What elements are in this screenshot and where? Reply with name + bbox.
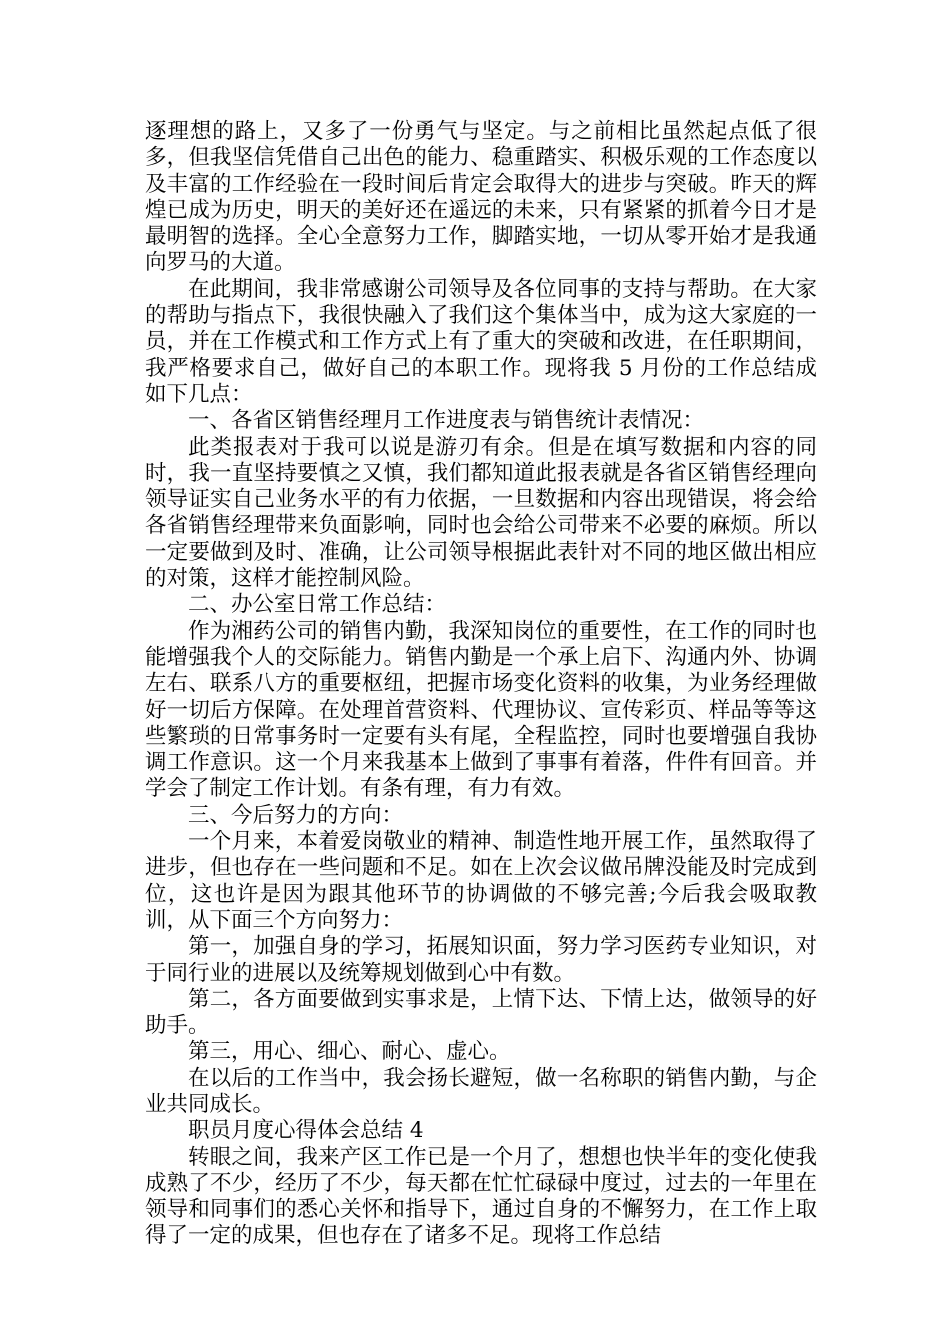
paragraph-office-work: 作为湘药公司的销售内勤，我深知岗位的重要性，在工作的同时也能增强我个人的交际能力。销售内勤是一个承上启下、沟通内外、协调左右、联系八方的重要枢纽，把握市场变化资料的收集，为业务经理做好一切后方保障。在处理首营资料、代理协议、宣传彩页、样品等等这些繁琐的日常事务时一定要有头有尾，全程监控，同时也要增强自我协调工作意识。这一个月来我基本上做到了事事有着落，件件有回音。并学会了制定工作计划。有条有理，有力有效。 [145, 618, 817, 802]
paragraph-second: 第二，各方面要做到实事求是，上情下达、下情上达，做领导的好助手。 [145, 986, 817, 1039]
section-heading-1: 一、各省区销售经理月工作进度表与销售统计表情况： [188, 408, 705, 434]
article-title-4: 职员月度心得体会总结 4 [188, 1118, 424, 1144]
section-heading-3: 三、今后努力的方向： [188, 802, 404, 828]
paragraph-continuation: 逐理想的路上，又多了一份勇气与坚定。与之前相比虽然起点低了很多，但我坚信凭借自己出色的能力、稳重踏实、积极乐观的工作态度以及丰富的工作经验在一段时间后肯定会取得大的进步与突破。昨天的辉煌已成为历史，明天的美好还在遥远的未来，只有紧紧的抓着今日才是最明智的选择。全心全意努力工作，脚踏实地，一切从零开始才是我通向罗马的大道。 [145, 119, 817, 276]
paragraph-article-4-intro: 转眼之间，我来产区工作已是一个月了，想想也快半年的变化使我成熟了不少，经历了不少，每天都在忙忙碌碌中度过，过去的一年里在领导和同事们的悉心关怀和指导下，通过自身的不懈努力，在工作上取得了一定的成果，但也存在了诸多不足。现将工作总结 [145, 1144, 817, 1249]
paragraph-third: 第三，用心、细心、耐心、虚心。 [188, 1039, 511, 1065]
paragraph-first: 第一，加强自身的学习，拓展知识面，努力学习医药专业知识，对于同行业的进展以及统筹规划做到心中有数。 [145, 934, 817, 986]
paragraph-thanks: 在此期间，我非常感谢公司领导及各位同事的支持与帮助。在大家的帮助与指点下，我很快融入了我们这个集体当中，成为这大家庭的一员，并在工作模式和工作方式上有了重大的突破和改进，在任职期间，我严格要求自己，做好自己的本职工作。现将我 5 月份的工作总结成如下几点： [145, 276, 817, 407]
paragraph-future: 在以后的工作当中，我会扬长避短，做一名称职的销售内勤，与企业共同成长。 [145, 1065, 817, 1117]
document-page [145, 119, 817, 1250]
section-heading-2: 二、办公室日常工作总结： [188, 592, 447, 618]
paragraph-reports: 此类报表对于我可以说是游刃有余。但是在填写数据和内容的同时，我一直坚持要慎之又慎，我们都知道此报表就是各省区销售经理向领导证实自己业务水平的有力依据，一旦数据和内容出现错误，将会给各省销售经理带来负面影响，同时也会给公司带来不必要的麻烦。所以一定要做到及时、准确，让公司领导根据此表针对不同的地区做出相应的对策，这样才能控制风险。 [145, 434, 817, 592]
paragraph-direction: 一个月来，本着爱岗敬业的精神、制造性地开展工作，虽然取得了进步，但也存在一些问题和不足。如在上次会议做吊牌没能及时完成到位，这也许是因为跟其他环节的协调做的不够完善;今后我会吸取教训，从下面三个方向努力： [145, 829, 817, 933]
